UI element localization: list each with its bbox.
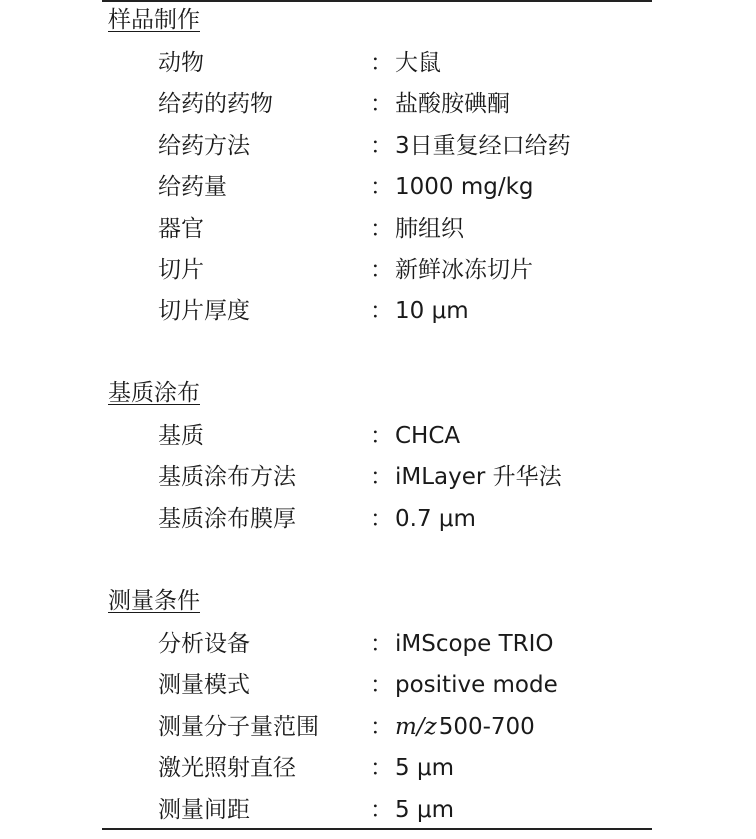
row-colon: ： (370, 672, 393, 698)
row-value: 500-700 (438, 714, 535, 740)
row-label: 激光照射直径 (158, 755, 296, 781)
row-colon: ： (370, 797, 393, 823)
row-label: 给药方法 (158, 133, 250, 159)
row-drug (0, 87, 756, 121)
row-mass-range (0, 710, 756, 744)
row-value: 新鲜冰冻切片 (395, 257, 533, 283)
row-label: 切片 (158, 257, 204, 283)
row-label: 基质涂布膜厚 (158, 506, 296, 532)
row-value: 5 μm (395, 797, 454, 823)
row-matrix (0, 419, 756, 453)
row-label: 测量模式 (158, 672, 250, 698)
row-dosing-method (0, 129, 756, 163)
row-label: 基质涂布方法 (158, 464, 296, 490)
row-value: 10 μm (395, 298, 469, 324)
row-laser-diameter (0, 751, 756, 785)
row-label: 器官 (158, 216, 204, 242)
row-colon: ： (370, 506, 393, 532)
row-value-container (395, 710, 535, 744)
row-label: 测量间距 (158, 797, 250, 823)
row-colon: ： (370, 298, 393, 324)
row-label: 基质 (158, 423, 204, 449)
row-value: iMScope TRIO (395, 631, 554, 657)
row-label: 给药量 (158, 174, 227, 200)
row-label: 动物 (158, 50, 204, 76)
row-value: 1000 mg/kg (395, 174, 534, 200)
row-colon: ： (370, 257, 393, 283)
row-colon: ： (370, 631, 393, 657)
row-colon: ： (370, 50, 393, 76)
row-coating-thickness (0, 502, 756, 536)
row-colon: ： (370, 133, 393, 159)
bottom-rule (102, 828, 652, 830)
mz-italic: m/z (395, 714, 437, 740)
row-dose (0, 170, 756, 204)
row-label: 切片厚度 (158, 298, 250, 324)
row-measure-pitch (0, 793, 756, 827)
row-organ (0, 212, 756, 246)
section-title: 基质涂布 (108, 380, 200, 406)
row-label: 给药的药物 (158, 91, 273, 117)
row-value: 肺组织 (395, 216, 464, 242)
row-value: iMLayer 升华法 (395, 464, 562, 490)
section-title: 样品制作 (108, 7, 200, 33)
row-colon: ： (370, 216, 393, 242)
row-instrument (0, 627, 756, 661)
row-value: positive mode (395, 672, 558, 698)
row-value: 5 μm (395, 755, 454, 781)
row-colon: ： (370, 714, 393, 740)
row-value: 3日重复经口给药 (395, 133, 571, 159)
row-value: CHCA (395, 423, 461, 449)
row-colon: ： (370, 174, 393, 200)
top-rule (102, 0, 652, 2)
row-value: 盐酸胺碘酮 (395, 91, 510, 117)
row-label: 测量分子量范围 (158, 714, 319, 740)
row-section-thickness (0, 294, 756, 328)
row-colon: ： (370, 91, 393, 117)
row-measure-mode (0, 668, 756, 702)
row-animal (0, 46, 756, 80)
row-value: 大鼠 (395, 50, 441, 76)
row-colon: ： (370, 464, 393, 490)
section-title: 测量条件 (108, 588, 200, 614)
row-section (0, 253, 756, 287)
row-value: 0.7 μm (395, 506, 476, 532)
row-colon: ： (370, 423, 393, 449)
row-colon: ： (370, 755, 393, 781)
row-coating-method (0, 460, 756, 494)
row-label: 分析设备 (158, 631, 250, 657)
